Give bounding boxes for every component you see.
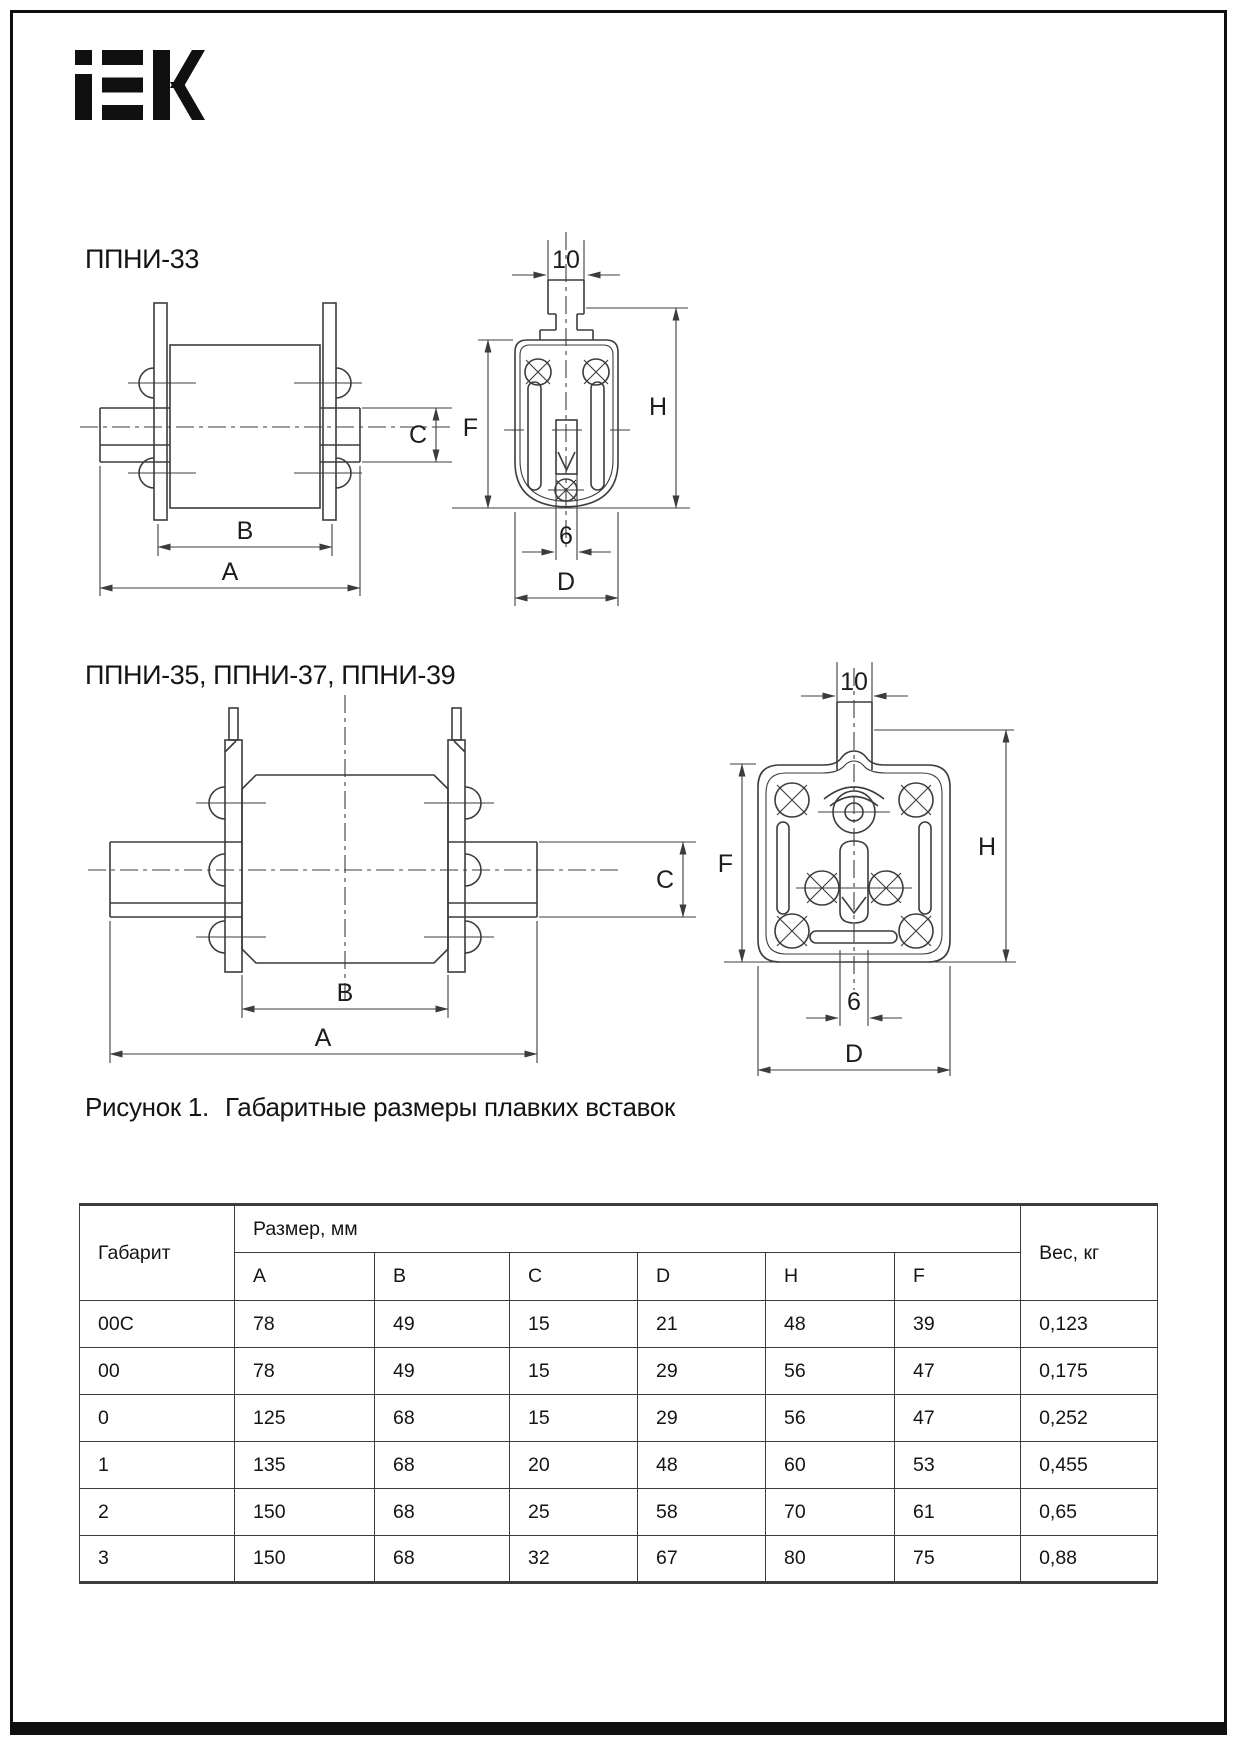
table-cell: 47	[895, 1348, 1021, 1395]
table-row	[80, 1536, 1158, 1583]
table-cell: 1	[80, 1442, 235, 1489]
table-cell: 49	[375, 1348, 510, 1395]
ppni33-side-view	[80, 303, 452, 520]
table-cell: 48	[638, 1442, 766, 1489]
table-cell: 80	[766, 1536, 895, 1583]
dim-label-6: 6	[847, 988, 861, 1016]
dim-label-c: C	[655, 866, 674, 894]
table-cell: 53	[895, 1442, 1021, 1489]
figure-caption-label: Рисунок 1.	[85, 1092, 209, 1122]
table-cell: 67	[638, 1536, 766, 1583]
figure-caption-text: Габаритные размеры плавких вставок	[224, 1092, 676, 1122]
table-cell: 0,65	[1021, 1489, 1158, 1536]
dim-label-h: H	[648, 393, 667, 421]
ppni33-front-view	[504, 232, 688, 552]
table-cell: 49	[375, 1301, 510, 1348]
table-cell: 00C	[80, 1301, 235, 1348]
table-cell: 0,252	[1021, 1395, 1158, 1442]
table-cell: 32	[510, 1536, 638, 1583]
table-row	[80, 1442, 1158, 1489]
table-cell: 0	[80, 1395, 235, 1442]
dim-label-10: 10	[840, 668, 868, 696]
table-cell: 75	[895, 1536, 1021, 1583]
col-header-size: Размер, мм	[235, 1205, 1021, 1253]
sub-header-c: C	[510, 1253, 638, 1301]
table-cell: 0,455	[1021, 1442, 1158, 1489]
table-cell: 48	[766, 1301, 895, 1348]
dim-label-10: 10	[552, 246, 580, 274]
ppni35-side-view	[88, 695, 696, 1005]
sub-header-h: H	[766, 1253, 895, 1301]
table-cell: 47	[895, 1395, 1021, 1442]
table-cell: 2	[80, 1489, 235, 1536]
table-cell: 3	[80, 1536, 235, 1583]
table-cell: 125	[235, 1395, 375, 1442]
dim-label-h: H	[977, 833, 996, 861]
table-cell: 21	[638, 1301, 766, 1348]
table-cell: 150	[235, 1536, 375, 1583]
ppni35-39-drawing	[80, 650, 1040, 1090]
table-cell: 58	[638, 1489, 766, 1536]
table-cell: 68	[375, 1536, 510, 1583]
iek-logo	[75, 50, 205, 120]
figure1-title: ППНИ-33	[85, 244, 199, 274]
dim-label-d: D	[556, 568, 576, 596]
table-cell: 150	[235, 1489, 375, 1536]
table-cell: 68	[375, 1395, 510, 1442]
col-header-weight: Вес, кг	[1021, 1205, 1158, 1301]
sub-header-d: D	[638, 1253, 766, 1301]
ppni35-dimensions	[110, 662, 1016, 1076]
table-row	[80, 1301, 1158, 1348]
table-cell: 20	[510, 1442, 638, 1489]
table-cell: 15	[510, 1348, 638, 1395]
table-cell: 00	[80, 1348, 235, 1395]
table-row	[80, 1489, 1158, 1536]
table-row	[80, 1395, 1158, 1442]
iek-logo-glyphs	[75, 50, 205, 120]
table-cell: 60	[766, 1442, 895, 1489]
ppni35-front-view	[758, 668, 1014, 990]
table-cell: 78	[235, 1348, 375, 1395]
dim-label-a: A	[314, 1024, 332, 1052]
dim-label-a: A	[221, 558, 239, 586]
table-cell: 78	[235, 1301, 375, 1348]
sub-header-b: B	[375, 1253, 510, 1301]
table-cell: 68	[375, 1442, 510, 1489]
sub-header-f: F	[895, 1253, 1021, 1301]
dim-label-f: F	[462, 414, 478, 442]
dim-label-6: 6	[559, 522, 573, 550]
table-cell: 15	[510, 1301, 638, 1348]
dim-label-b: B	[236, 517, 254, 545]
table-cell: 0,123	[1021, 1301, 1158, 1348]
table-cell: 15	[510, 1395, 638, 1442]
table-cell: 135	[235, 1442, 375, 1489]
table-cell: 0,175	[1021, 1348, 1158, 1395]
table-cell: 61	[895, 1489, 1021, 1536]
table-cell: 29	[638, 1348, 766, 1395]
table-cell: 29	[638, 1395, 766, 1442]
figure2-title: ППНИ-35, ППНИ-37, ППНИ-39	[85, 660, 456, 690]
table-cell: 56	[766, 1395, 895, 1442]
dim-label-c: C	[408, 421, 427, 449]
table-cell: 56	[766, 1348, 895, 1395]
table-cell: 70	[766, 1489, 895, 1536]
dim-label-d: D	[844, 1040, 864, 1068]
dim-label-f: F	[717, 850, 733, 878]
sub-header-a: A	[235, 1253, 375, 1301]
dim-label-b: B	[336, 979, 354, 1007]
table-cell: 68	[375, 1489, 510, 1536]
ppni33-drawing	[70, 215, 702, 620]
table-row	[80, 1348, 1158, 1395]
col-header-gabarit: Габарит	[80, 1205, 235, 1301]
table-cell: 0,88	[1021, 1536, 1158, 1583]
table-cell: 39	[895, 1301, 1021, 1348]
table-cell: 25	[510, 1489, 638, 1536]
dimensions-table	[79, 1203, 1158, 1584]
figure-caption	[85, 1092, 675, 1123]
ppni33-dimensions	[100, 240, 690, 606]
